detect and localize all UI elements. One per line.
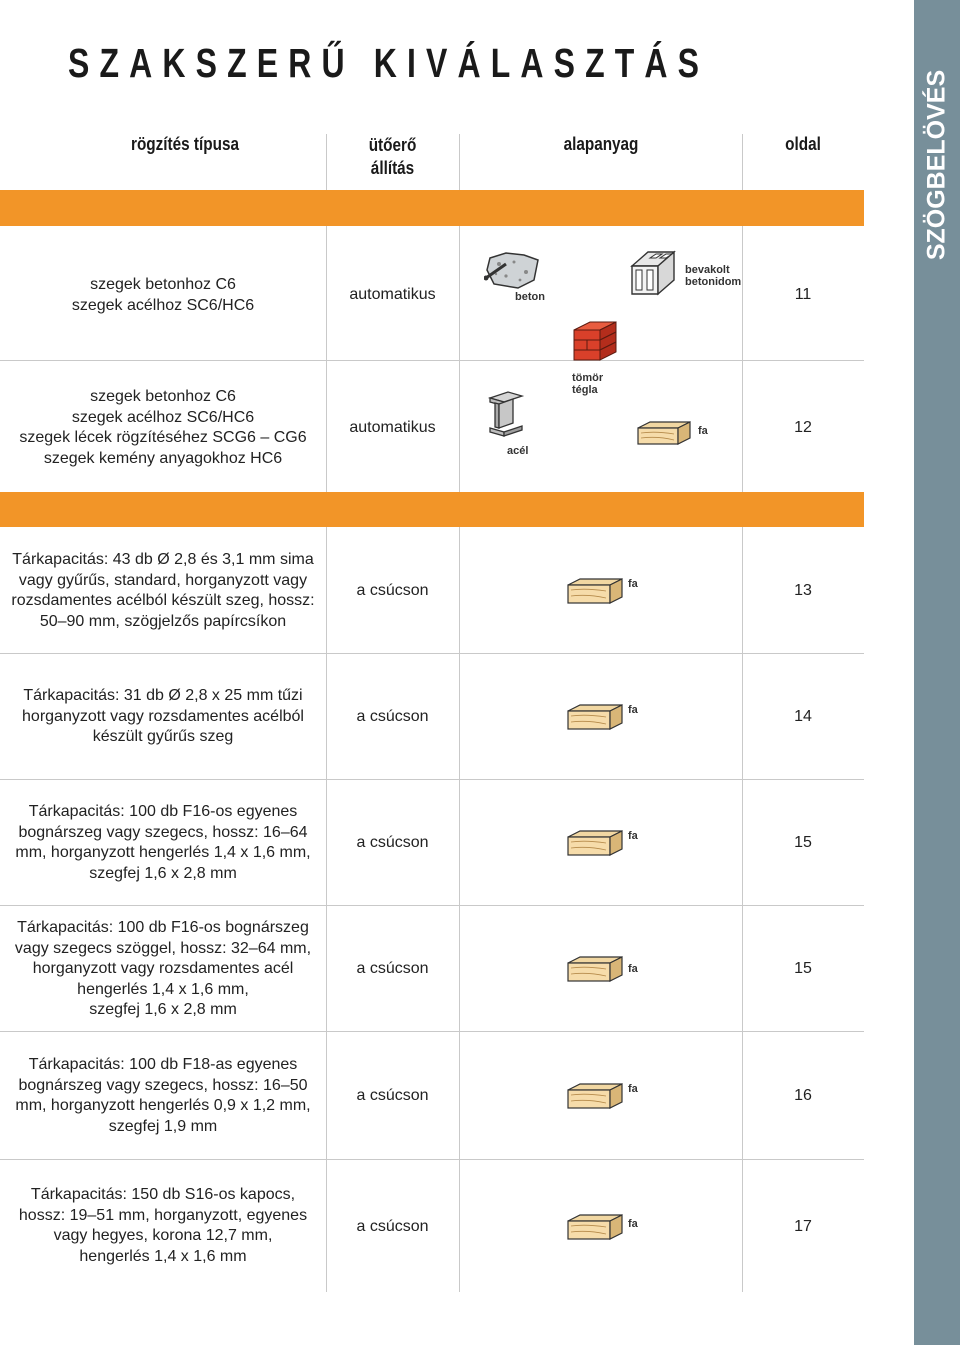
row-setting: a csúcson [356, 1218, 429, 1235]
material-label: fa [698, 425, 708, 437]
wood-icon [566, 955, 624, 983]
material-label: fa [628, 578, 638, 590]
row-setting: a csúcson [356, 708, 429, 725]
page-title: SZAKSZERŰ KIVÁLASZTÁS [68, 40, 710, 86]
row-setting: a csúcson [356, 1087, 429, 1104]
header-impact-setting: ütőerő állítás [368, 135, 417, 178]
brick-icon [570, 318, 620, 366]
row-setting: a csúcson [356, 960, 429, 977]
material-label: fa [628, 1218, 638, 1230]
concrete-block-icon [628, 248, 678, 298]
section-label: SZÖGBELÖVÉS [922, 69, 951, 261]
wood-icon [566, 703, 624, 731]
material-label: fa [628, 963, 638, 975]
material-label: tömör tégla [572, 372, 604, 396]
row-fixing-type: Tárkapacitás: 100 db F16-os egyenes bognárszeg vagy szegecs, hossz: 16–64 mm, horganyzott hengerlés 1,4 x 1,6 mm, szegfej 1,6 x 2,8 mm [15, 803, 311, 882]
wood-icon [566, 1213, 624, 1241]
row-fixing-type: Tárkapacitás: 150 db S16-os kapocs, hossz: 19–51 mm, horganyzott, egyenes vagy hegyes, korona 12,7 mm, hengerlés 1,4 x 1,6 mm [18, 1186, 308, 1265]
row-fixing-type: Tárkapacitás: 100 db F18-as egyenes bognárszeg vagy szegecs, hossz: 16–50 mm, horganyzott hengerlés 0,9 x 1,2 mm, szegfej 1,9 mm [15, 1056, 311, 1135]
row-page: 13 [794, 582, 812, 599]
steel-beam-icon [486, 390, 526, 442]
material-label: fa [628, 830, 638, 842]
row-page: 12 [794, 419, 812, 436]
row-page: 15 [794, 834, 812, 851]
row-fixing-type: Tárkapacitás: 100 db F16-os bognárszeg vagy szegecs szöggel, hossz: 32–64 mm, horganyzott vagy rozsdamentes acél hengerlés 1,4 x 1,6 mm, szegfej 1,6 x 2,8 mm [14, 919, 312, 1018]
row-page: 14 [794, 708, 812, 725]
row-fixing-type: Tárkapacitás: 43 db Ø 2,8 és 3,1 mm sima vagy gyűrűs, standard, horganyzott vagy rozsdamentes acélból készült szeg, hossz: 50–90 mm, szögjelzős papírcsíkon [11, 551, 315, 630]
orange-band-middle [0, 492, 864, 527]
row-fixing-type: szegek betonhoz C6 szegek acélhoz SC6/HC6 szegek lécek rögzítéséhez SCG6 – CG6 szegek kemény anyagokhoz HC6 [19, 388, 307, 467]
row-setting: a csúcson [356, 834, 429, 851]
material-label: fa [628, 1083, 638, 1095]
header-fixing-type: rögzítés típusa [131, 134, 239, 154]
row-page: 15 [794, 960, 812, 977]
row-setting: a csúcson [356, 582, 429, 599]
header-material: alapanyag [563, 134, 639, 154]
wood-icon [566, 577, 624, 605]
orange-band-top [0, 190, 864, 226]
material-label: bevakolt betonidom [685, 264, 742, 288]
row-page: 17 [794, 1218, 812, 1235]
wood-icon [566, 1082, 624, 1110]
concrete-icon [484, 250, 542, 292]
wood-icon [566, 829, 624, 857]
row-setting: automatikus [349, 286, 436, 303]
material-label: acél [507, 445, 529, 457]
header-page: oldal [785, 134, 821, 154]
row-fixing-type: Tárkapacitás: 31 db Ø 2,8 x 25 mm tűzi horganyzott vagy rozsdamentes acélból készült gyűrűs szeg [22, 687, 304, 745]
row-setting: automatikus [349, 419, 436, 436]
wood-icon [636, 420, 692, 446]
row-fixing-type: szegek betonhoz C6 szegek acélhoz SC6/HC6 [71, 276, 255, 314]
row-page: 11 [794, 286, 812, 303]
material-label: fa [628, 704, 638, 716]
material-label: beton [515, 291, 545, 303]
row-page: 16 [794, 1087, 812, 1104]
